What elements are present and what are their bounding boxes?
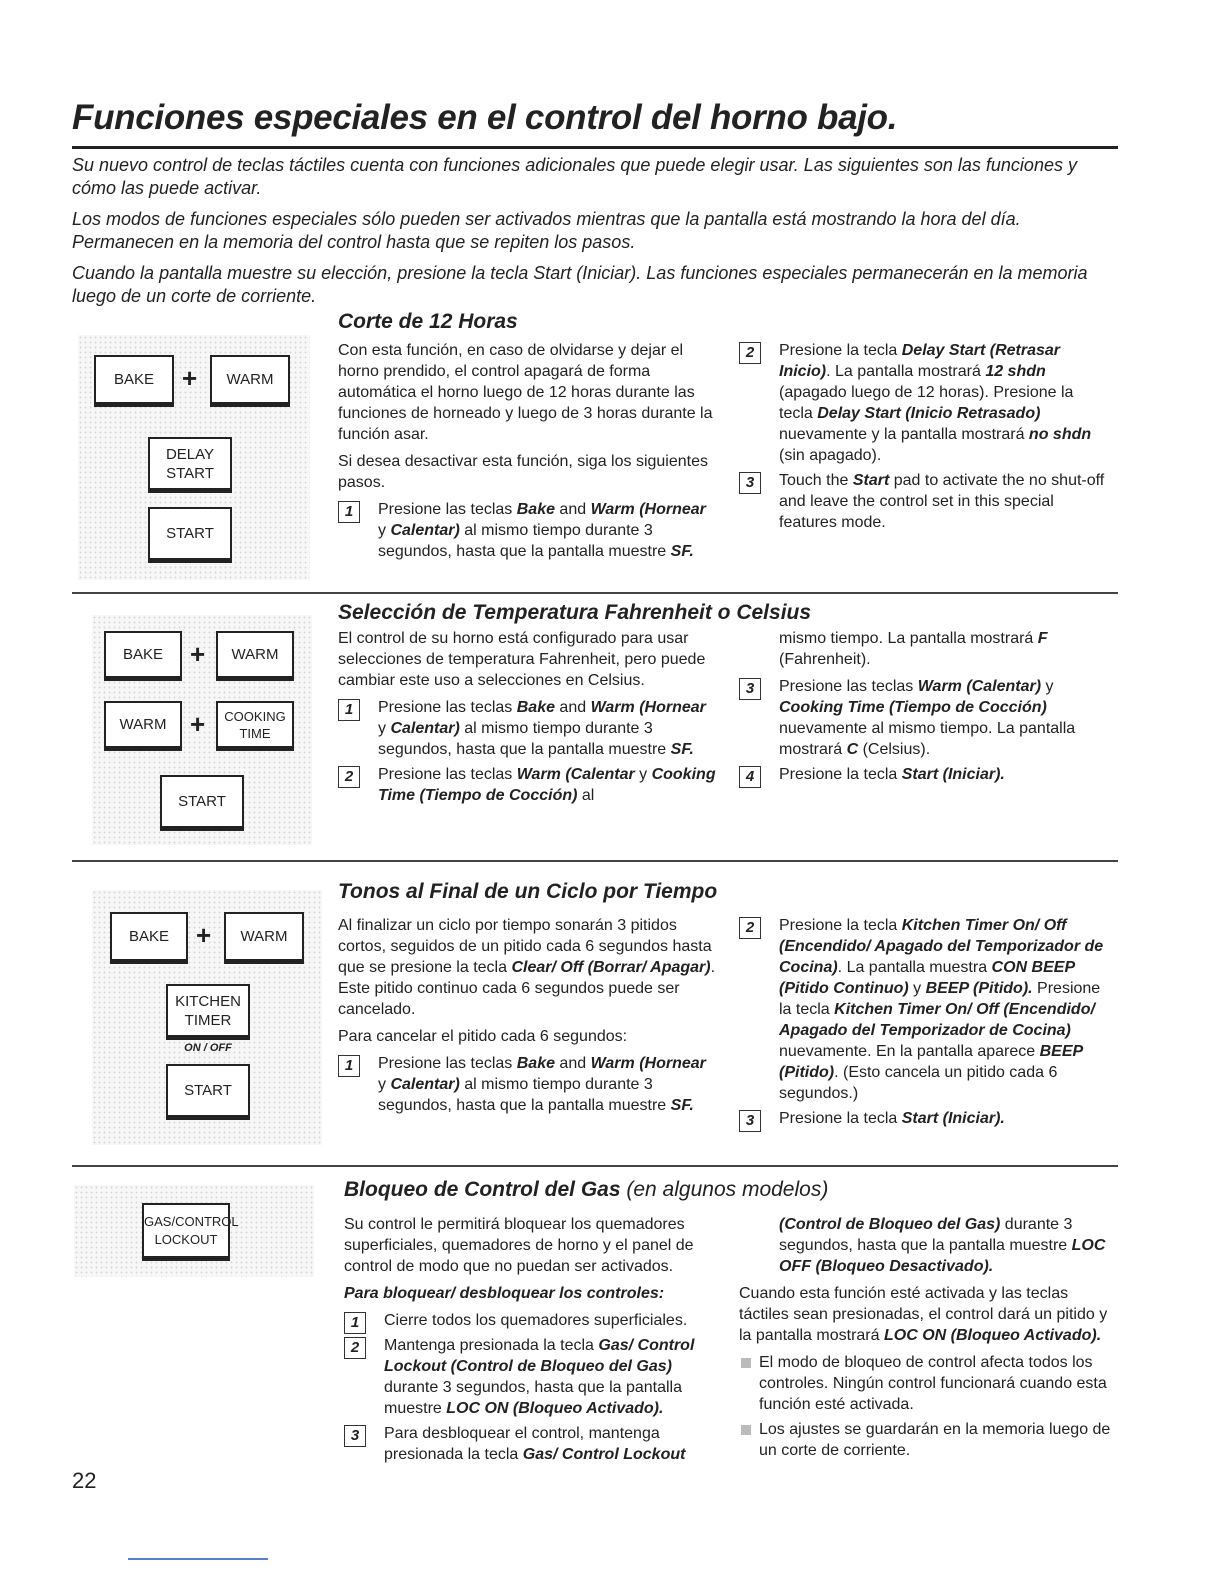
step-2: 2 Mantenga presionada la tecla Gas/ Control Lockout (Control de Bloqueo del Gas) durante 3 segundos, hasta que la pantalla muestre LOC ON (Bloqueo Activado). [344, 1335, 724, 1419]
page-title: Funciones especiales en el control del horno bajo. [72, 98, 898, 137]
intro-paragraph-2: Los modos de funciones especiales sólo pueden ser activados mientras que la pantalla está mostrando la hora del día. Permanecen en la memoria del control hasta que se repiten los pasos. [72, 209, 1021, 252]
bake-key: BAKE [104, 631, 182, 681]
step-1: 1 Presione las teclas Bake and Warm (Hornear y Calentar) al mismo tiempo durante 3 segundos, hasta que la pantalla muestre SF. [338, 499, 713, 562]
keypad-illustration-temperature [92, 615, 312, 845]
section-divider [72, 860, 1118, 862]
section-title-12-hour-shutoff: Corte de 12 Horas [338, 310, 518, 333]
step-3: 3 Presione las teclas Warm (Calentar) y Cooking Time (Tiempo de Cocción) nuevamente al mismo tiempo. La pantalla mostrará C (Celsius). [739, 676, 1109, 760]
cooking-key-label: COOKING [224, 708, 286, 724]
paragraph: Con esta función, en caso de olvidarse y dejar el horno prendido, el control apagará de forma automática el horno luego de 12 horas durante las funciones de horneado y luego de 3 horas durante la función asar. [338, 342, 713, 443]
gas-control-key-label: GAS/CONTROL [144, 1213, 239, 1229]
step-number: 3 [739, 472, 761, 494]
page-number: 22 [72, 1468, 97, 1493]
section-title-text: Bloqueo de Control del Gas [344, 1178, 621, 1201]
bullet-item: El modo de bloqueo de control afecta todos los controles. Ningún control funcionará cuando esta función esté activada. [739, 1352, 1114, 1415]
start-key-label: START [166, 464, 214, 482]
step-number: 3 [739, 678, 761, 700]
step-number: 3 [739, 1110, 761, 1132]
start-key: START [148, 507, 232, 563]
step-1: 1 Presione las teclas Bake and Warm (Hornear y Calentar) al mismo tiempo durante 3 segundos, hasta que la pantalla muestre SF. [338, 1053, 718, 1116]
section-3-left-column [338, 915, 718, 1120]
step-number: 1 [338, 1055, 360, 1077]
section-divider [72, 1165, 1118, 1167]
step-number: 4 [739, 766, 761, 788]
step-number: 1 [344, 1312, 366, 1334]
step-number: 2 [344, 1337, 366, 1359]
warm-key: WARM [104, 701, 182, 751]
warm-key: WARM [216, 631, 294, 681]
section-4-right-column [739, 1214, 1114, 1465]
step-number: 1 [338, 501, 360, 523]
warm-key: WARM [210, 355, 290, 407]
time-key-label: TIME [239, 725, 271, 741]
kitchen-key-label: KITCHEN [175, 992, 241, 1010]
section-3-right-column [739, 915, 1109, 1133]
title-rule [72, 146, 1118, 149]
step-2: 2 Presione las teclas Warm (Calentar y Cooking Time (Tiempo de Cocción) al [338, 764, 718, 806]
step-number: 2 [739, 917, 761, 939]
bake-key: BAKE [94, 355, 174, 407]
delay-start-key [148, 437, 232, 493]
step-1: 1 Presione las teclas Bake and Warm (Hornear y Calentar) al mismo tiempo durante 3 segundos, hasta que la pantalla muestre SF. [338, 697, 718, 760]
step-2: 2 Presione la tecla Kitchen Timer On/ Off (Encendido/ Apagado del Temporizador de Cocina). La pantalla muestra CON BEEP (Pitido Continuo) y BEEP (Pitido). Presione la tecla Kitchen Timer On/ Off (Encendido/ Apagado del Temporizador de Cocina) nuevamente. En la pantalla aparece BEEP (Pitido). (Esto cancela un pitido cada 6 segundos.) [739, 915, 1109, 1104]
section-2-left-column [338, 628, 718, 810]
start-key: START [166, 1064, 250, 1120]
bullet-square-icon [741, 1358, 751, 1368]
keypad-illustration-tones [92, 890, 322, 1145]
paragraph: Para cancelar el pitido cada 6 segundos: [338, 1028, 628, 1045]
plus-sign: + [182, 363, 198, 393]
step-number: 2 [338, 766, 360, 788]
gas-control-lockout-key [142, 1203, 239, 1261]
step-2: 2 Presione la tecla Delay Start (Retrasar Inicio). La pantalla mostrará 12 shdn (apagado luego de 12 horas). Presione la tecla Delay Start (Inicio Retrasado) nuevamente y la pantalla mostrará no shdn (sin apagado). [739, 340, 1109, 466]
lockout-key-label: LOCKOUT [154, 1231, 218, 1247]
instructions-heading: Para bloquear/ desbloquear los controles: [344, 1285, 665, 1302]
warm-key: WARM [224, 912, 304, 964]
bullet-square-icon [741, 1425, 751, 1435]
intro-paragraph-1: Su nuevo control de teclas táctiles cuenta con funciones adicionales que puede elegir usar. Las siguientes son las funciones y cómo las puede activar. [72, 155, 1077, 198]
step-1: 1 Cierre todos los quemadores superficiales. [344, 1310, 724, 1331]
section-4-left-column [344, 1214, 724, 1469]
step-number: 3 [344, 1425, 366, 1447]
footer-rule [128, 1558, 268, 1560]
plus-sign: + [196, 920, 212, 950]
paragraph: Si desea desactivar esta función, siga los siguientes pasos. [338, 453, 708, 491]
step-number: 2 [739, 342, 761, 364]
paragraph-continued: (Control de Bloqueo del Gas) durante 3 segundos, hasta que la pantalla muestre LOC OFF (Bloqueo Desactivado). [779, 1216, 1106, 1275]
keypad-illustration-shutoff [78, 335, 310, 580]
on-off-label: ON / OFF [184, 1042, 232, 1054]
paragraph: Cuando esta función esté activada y las teclas táctiles sean presionadas, el control dará un pitido y la pantalla mostrará LOC ON (Bloqueo Activado). [739, 1285, 1108, 1344]
section-1-right-column [739, 340, 1109, 537]
bullet-item: Los ajustes se guardarán en la memoria luego de un corte de corriente. [739, 1419, 1114, 1461]
step-3: 3 Touch the Start pad to activate the no shut-off and leave the control set in this special features mode. [739, 470, 1109, 533]
intro-paragraph-3: Cuando la pantalla muestre su elección, presione la tecla Start (Iniciar). Las funciones especiales permanecerán en la memoria luego de un corte de corriente. [72, 263, 1088, 306]
paragraph: Al finalizar un ciclo por tiempo sonarán 3 pitidos cortos, seguidos de un pitido cada 6 segundos hasta que se presione la tecla Clear/ Off (Borrar/ Apagar). Este pitido continuo cada 6 segundos puede ser cancelado. [338, 917, 716, 1018]
plus-sign: + [190, 709, 206, 739]
section-divider [72, 592, 1118, 594]
paragraph-continued: mismo tiempo. La pantalla mostrará F (Fahrenheit). [779, 630, 1048, 668]
timer-key-label: TIMER [184, 1011, 232, 1029]
section-1-left-column [338, 340, 713, 566]
step-number: 1 [338, 699, 360, 721]
section-2-right-column [739, 628, 1109, 789]
step-4: 4 Presione la tecla Start (Iniciar). [739, 764, 1109, 785]
bake-key: BAKE [110, 912, 188, 964]
start-key: START [160, 775, 244, 831]
delay-key-label: DELAY [165, 445, 215, 463]
plus-sign: + [190, 639, 206, 669]
cooking-time-key [216, 701, 294, 751]
paragraph: El control de su horno está configurado para usar selecciones de temperatura Fahrenheit, pero puede cambiar este uso a selecciones en Celsius. [338, 630, 706, 689]
step-3: 3 Presione la tecla Start (Iniciar). [739, 1108, 1109, 1129]
paragraph: Su control le permitirá bloquear los quemadores superficiales, quemadores de horno y el panel de control de modo que no puedan ser activados. [344, 1216, 694, 1275]
kitchen-timer-key [166, 984, 250, 1040]
section-title-gas-control-lockout [344, 1178, 828, 1202]
section-title-fahrenheit-celsius: Selección de Temperatura Fahrenheit o Celsius [338, 601, 812, 624]
keypad-illustration-lockout [74, 1185, 314, 1277]
section-title-end-of-cycle-tones: Tonos al Final de un Ciclo por Tiempo [338, 880, 718, 903]
step-3: 3 Para desbloquear el control, mantenga presionada la tecla Gas/ Control Lockout [344, 1423, 724, 1465]
section-subtitle: (en algunos modelos) [626, 1178, 829, 1201]
